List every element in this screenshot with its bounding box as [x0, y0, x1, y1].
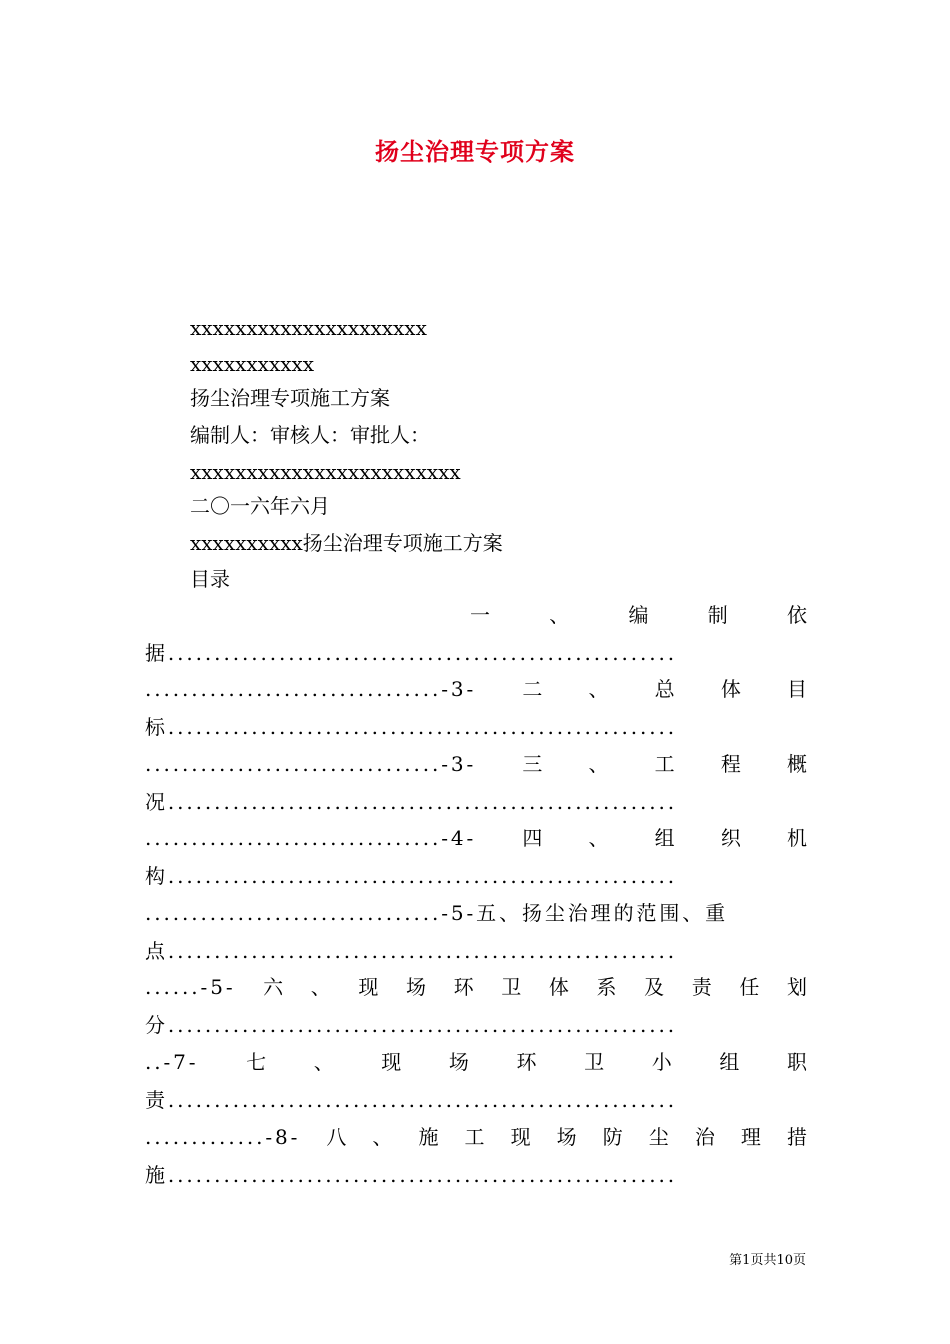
toc-row-4: 标....................................................... [145, 715, 678, 739]
document-title: 扬尘治理专项方案 [375, 137, 575, 166]
cover-line-4: 编制人：审核人：审批人： [190, 423, 430, 447]
toc-row-1: 一 、 编 制 依 [470, 603, 807, 627]
cover-line-3: 扬尘治理专项施工方案 [190, 386, 390, 410]
toc-row-3: ................................-3- 二 、 总 体 目 [145, 677, 807, 701]
toc-row-6: 况....................................................... [145, 790, 678, 814]
toc-row-9: ................................-5-五、扬尘治理的范围、重 [145, 901, 729, 925]
cover-line-2: xxxxxxxxxxx [190, 352, 315, 376]
cover-line-8: 目录 [190, 567, 230, 591]
toc-row-5: ................................-3- 三 、 工 程 概 [145, 752, 807, 776]
cover-line-6: 二〇一六年六月 [190, 494, 330, 518]
toc-row-16: 施....................................................... [145, 1163, 678, 1187]
toc-row-15: .............-8- 八 、 施 工 现 场 防 尘 治 理 措 [145, 1125, 807, 1149]
toc-row-13: ..-7- 七 、 现 场 环 卫 小 组 职 [145, 1050, 807, 1074]
toc-row-11: ......-5- 六 、 现 场 环 卫 体 系 及 责 任 划 [145, 975, 807, 999]
toc-row-8: 构....................................................... [145, 864, 678, 888]
cover-line-1: xxxxxxxxxxxxxxxxxxxxx [190, 316, 427, 340]
toc-row-12: 分....................................................... [145, 1013, 678, 1037]
toc-row-2: 据....................................................... [145, 641, 678, 665]
toc-row-14: 责....................................................... [145, 1088, 678, 1112]
toc-row-10: 点....................................................... [145, 939, 678, 963]
cover-line-5: xxxxxxxxxxxxxxxxxxxxxxxx [190, 460, 461, 484]
page-footer: 第1页共10页 [729, 1253, 806, 1268]
cover-line-7: xxxxxxxxxx扬尘治理专项施工方案 [190, 531, 503, 555]
toc-row-7: ................................-4- 四 、 组 织 机 [145, 826, 807, 850]
